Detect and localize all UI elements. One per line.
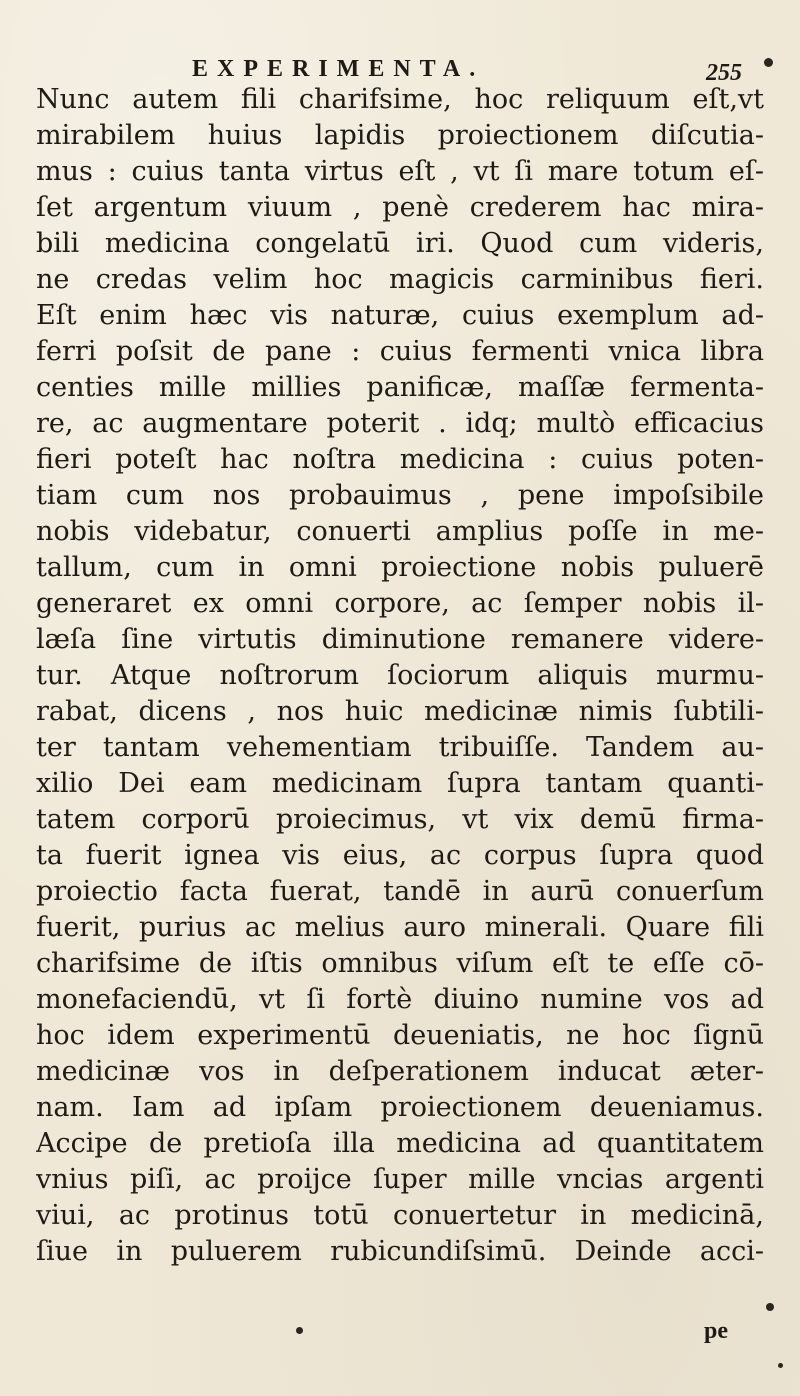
text-line: fuerit, purius ac melius auro minerali. Quare fili [36, 912, 764, 943]
text-line: nam. Iam ad ipſam proiectionem deueniamus. [36, 1092, 764, 1123]
text-line: viui, ac protinus totū conuertetur in medicinā, [36, 1200, 764, 1231]
text-line: tallum, cum in omni proiectione nobis puluerē [36, 552, 764, 583]
text-line: rabat, dicens , nos huic medicinæ nimis ſubtili- [36, 696, 764, 727]
text-line: Accipe de pretioſa illa medicina ad quantitatem [36, 1128, 764, 1159]
ink-speck [296, 1327, 303, 1334]
running-head: EXPERIMENTA. [192, 56, 485, 82]
catchword: pe [704, 1318, 728, 1344]
text-line: proiectio facta fuerat, tandē in aurū conuerſum [36, 876, 764, 907]
text-line: tur. Atque noſtrorum ſociorum aliquis murmu- [36, 660, 764, 691]
text-line: bili medicina congelatū iri. Quod cum videris, [36, 228, 764, 259]
text-line: charifsime de iſtis omnibus viſum eſt te eſſe cō- [36, 948, 764, 979]
text-line: monefaciendū, vt ſi fortè diuino numine vos ad [36, 984, 764, 1015]
text-line: medicinæ vos in deſperationem inducat æter- [36, 1056, 764, 1087]
text-line: mus : cuius tanta virtus eſt , vt ſi mare totum eſ- [36, 156, 764, 187]
text-line: ter tantam vehementiam tribuiſſe. Tandem au- [36, 732, 764, 763]
text-line: mirabilem huius lapidis proiectionem diſcutia- [36, 120, 764, 151]
text-line: læſa ſine virtutis diminutione remanere videre- [36, 624, 764, 655]
ink-speck [766, 1303, 774, 1311]
text-line: ferri poſsit de pane : cuius fermenti vnica libra [36, 336, 764, 367]
text-line: hoc idem experimentū deueniatis, ne hoc ſignū [36, 1020, 764, 1051]
text-line: Nunc autem fili charifsime, hoc reliquum eſt,vt [36, 84, 764, 115]
text-line: xilio Dei eam medicinam ſupra tantam quanti- [36, 768, 764, 799]
text-line: ne credas velim hoc magicis carminibus fieri. [36, 264, 764, 295]
text-line: Eſt enim hæc vis naturæ, cuius exemplum ad- [36, 300, 764, 331]
text-line: tiam cum nos probauimus , pene impoſsibile [36, 480, 764, 511]
text-line: ſet argentum viuum , penè crederem hac mira- [36, 192, 764, 223]
text-line: generaret ex omni corpore, ac ſemper nobis il- [36, 588, 764, 619]
page-number: 255 [706, 60, 742, 86]
text-line: fieri poteſt hac noſtra medicina : cuius poten- [36, 444, 764, 475]
text-line: re, ac augmentare poterit . idq; multò efficacius [36, 408, 764, 439]
text-line: nobis videbatur, conuerti amplius poſſe in me- [36, 516, 764, 547]
text-line: tatem corporū proiecimus, vt vix demū firma- [36, 804, 764, 835]
text-line: vnius piſi, ac proijce ſuper mille vncias argenti [36, 1164, 764, 1195]
text-line: ſiue in puluerem rubicundiſsimū. Deinde acci- [36, 1236, 764, 1267]
text-line: centies mille millies panificæ, maſſæ fermenta- [36, 372, 764, 403]
ink-speck [778, 1363, 783, 1368]
ink-speck [764, 58, 773, 67]
body-text [36, 82, 764, 1270]
text-line: ta fuerit ignea vis eius, ac corpus ſupra quod [36, 840, 764, 871]
